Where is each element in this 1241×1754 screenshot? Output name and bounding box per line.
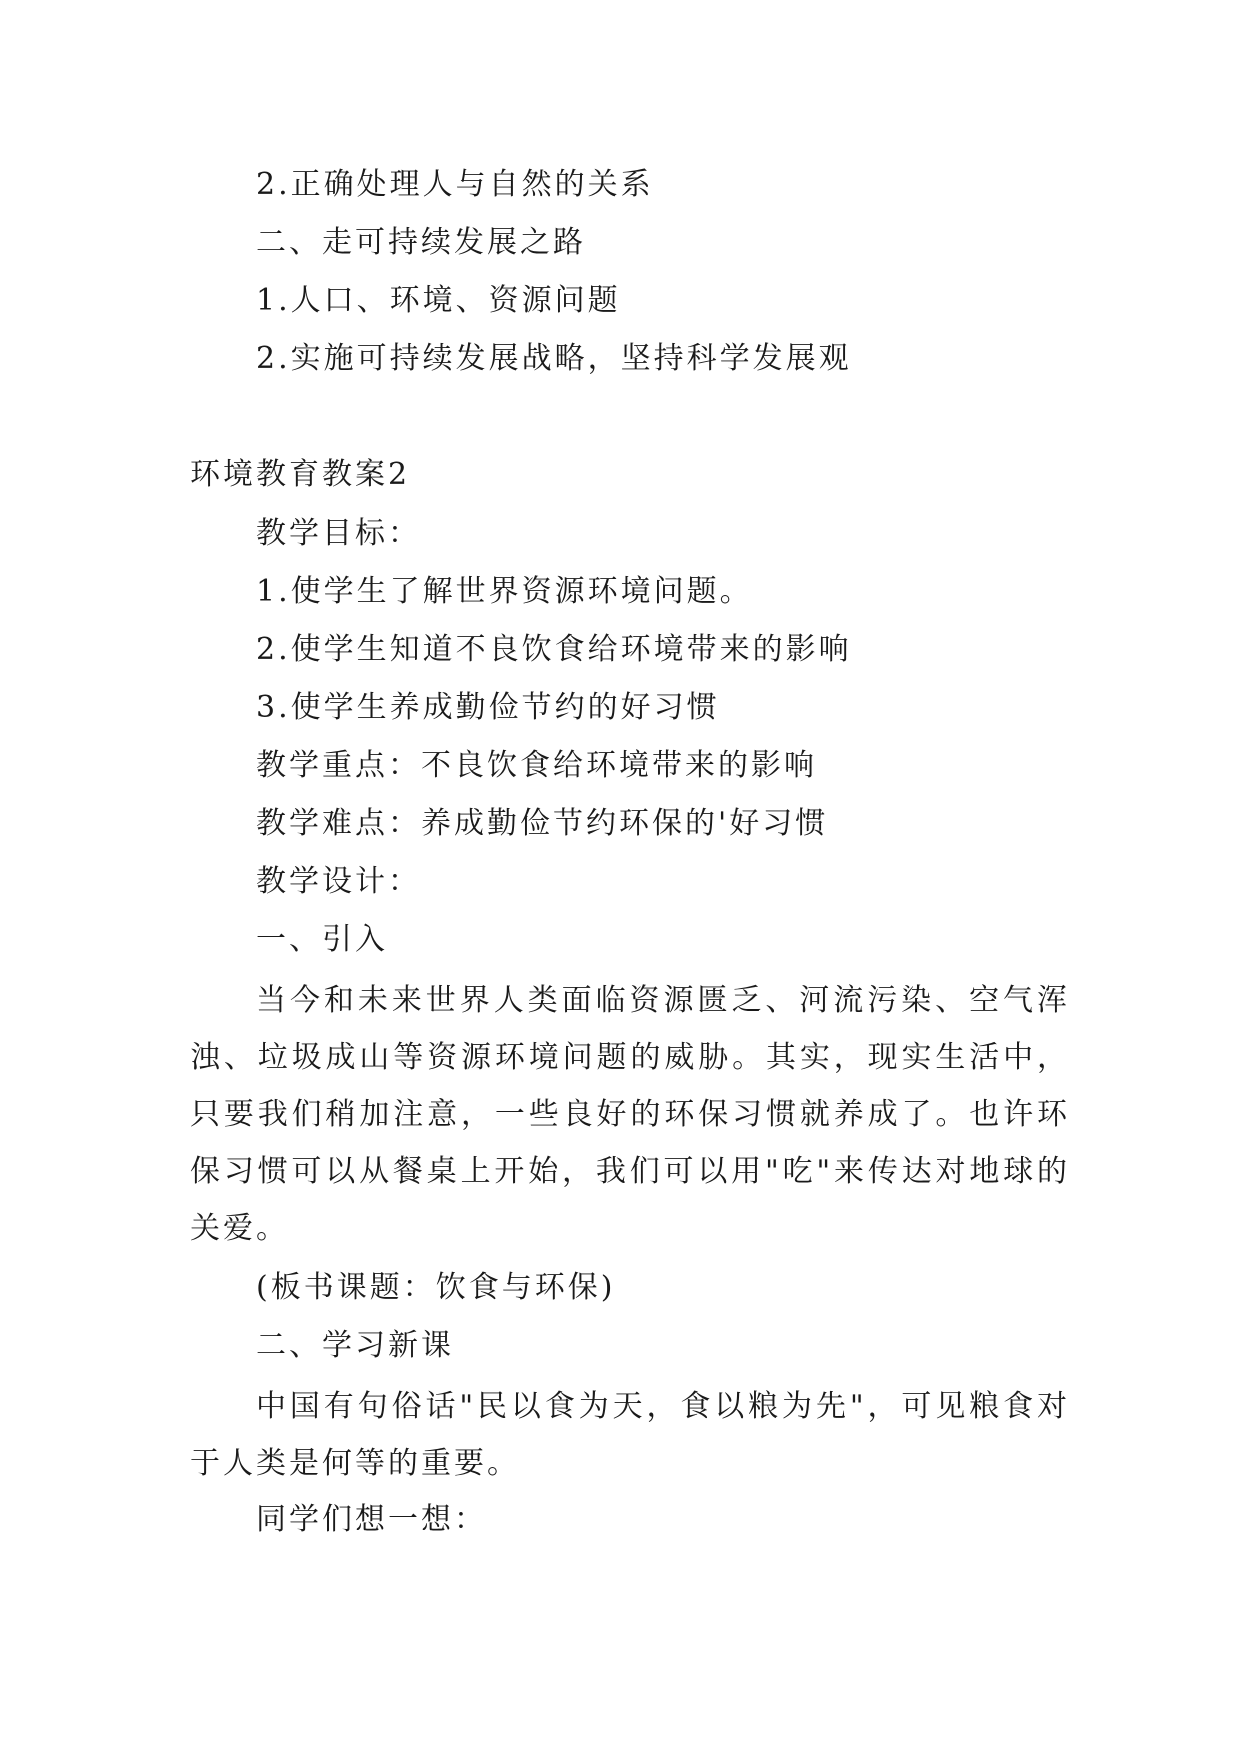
section-heading: 一、引入 [256,922,388,957]
list-item: 1.使学生了解世界资源环境问题。 [256,574,753,609]
document-title: 环境教育教案2 [190,457,411,492]
proverb-paragraph: 中国有句俗话"民以食为天，食以粮为先"，可见粮食对于人类是何等的重要。 [190,1389,1070,1481]
section-heading: 二、学习新课 [256,1328,454,1363]
key-point: 教学重点：不良饮食给环境带来的影响 [256,748,817,783]
think-prompt: 同学们想一想： [256,1502,487,1537]
objectives-label: 教学目标： [256,516,421,551]
difficulty: 教学难点：养成勤俭节约环保的'好习惯 [256,806,829,841]
list-item: 2.正确处理人与自然的关系 [256,167,654,202]
list-item: 3.使学生养成勤俭节约的好习惯 [256,690,720,725]
design-label: 教学设计： [256,864,421,899]
section-heading: 二、走可持续发展之路 [256,225,586,260]
board-title: (板书课题：饮食与环保) [256,1270,616,1305]
list-item: 1.人口、环境、资源问题 [256,283,621,318]
list-item: 2.使学生知道不良饮食给环境带来的影响 [256,632,852,667]
intro-paragraph: 当今和未来世界人类面临资源匮乏、河流污染、空气浑浊、垃圾成山等资源环境问题的威胁。其实，现实生活中，只要我们稍加注意，一些良好的环保习惯就养成了。也许环保习惯可以从餐桌上开始，我们可以用"吃"来传达对地球的关爱。 [190,983,1070,1246]
list-item: 2.实施可持续发展战略，坚持科学发展观 [256,341,852,376]
